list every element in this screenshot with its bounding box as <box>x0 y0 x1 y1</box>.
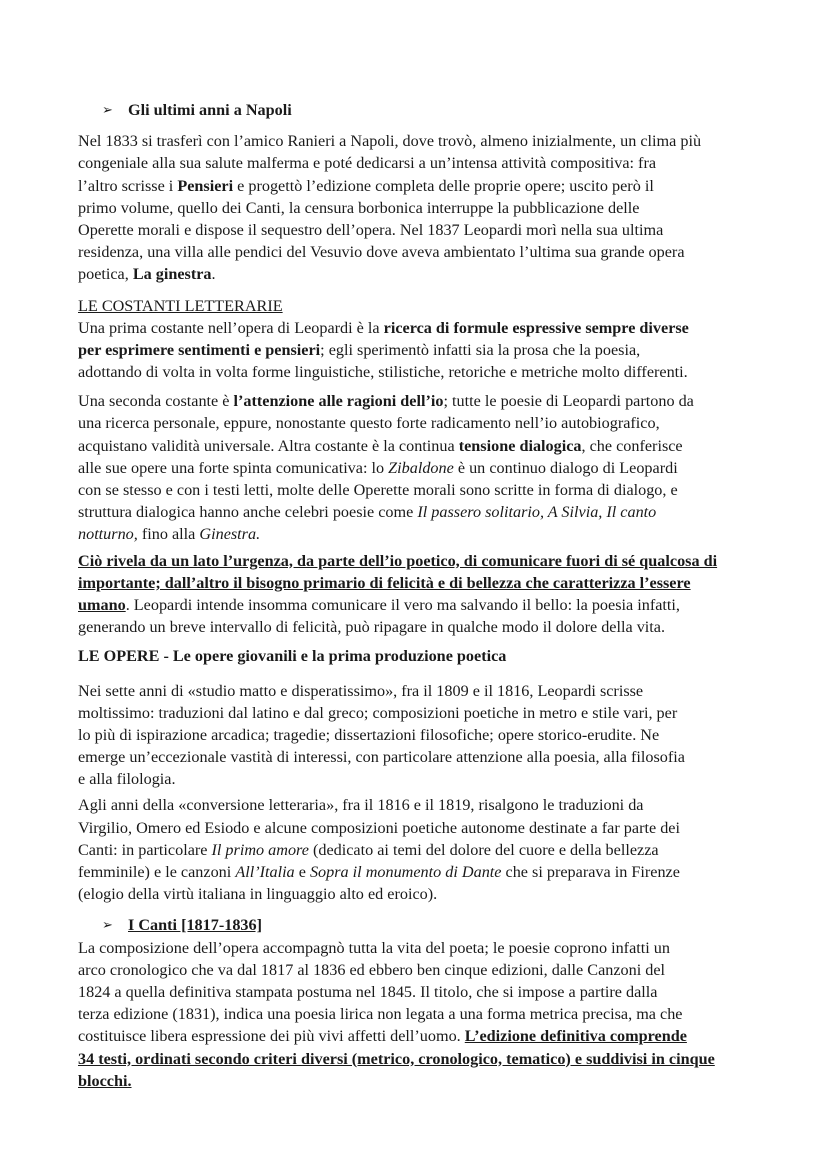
text-line <box>78 937 768 959</box>
text-segment: I Canti [1817-1836] <box>128 916 262 935</box>
text-segment: Ginestra. <box>199 525 261 544</box>
text-line <box>78 1025 768 1047</box>
text-line <box>78 457 768 479</box>
text-segment: Canti: in particolare <box>78 840 212 859</box>
text-line <box>78 861 768 883</box>
text-line <box>78 295 768 317</box>
text-segment: una ricerca personale, eppure, nonostante questo forte radicamento nell’io autobiografico, <box>78 414 660 433</box>
text-segment: per esprimere sentimenti e pensieri <box>78 340 321 359</box>
text-segment: (elogio della virtù italiana in linguaggio alto ed eroico). <box>78 885 438 904</box>
text-segment: che si preparava in Firenze <box>501 863 680 881</box>
text-segment: notturno, <box>78 525 138 544</box>
text-segment: congeniale alla sua salute malferma e poté dedicarsi a un’intensa attività compositiva: fra <box>78 154 657 173</box>
text-line <box>78 241 768 263</box>
text-line <box>78 817 768 839</box>
text-line <box>78 263 768 285</box>
text-line <box>78 702 768 724</box>
text-segment: Una seconda costante è <box>78 392 234 411</box>
text-line <box>78 479 768 501</box>
text-segment: Sopra il monumento di Dante <box>309 863 502 881</box>
text-line <box>78 130 768 152</box>
text-segment: residenza, una villa alle pendici del Vesuvio dove aveva ambientato l’ultima sua grande opera <box>78 243 685 262</box>
text-line <box>78 1070 768 1092</box>
text-segment: (dedicato ai temi del dolore del cuore e della bellezza <box>308 840 659 859</box>
text-segment: 1824 a quella definitiva stampata postuma nel 1845. Il titolo, che si impose a partire dalla <box>78 982 658 1001</box>
text-line <box>78 152 768 174</box>
paragraph-conversione <box>78 794 768 905</box>
text-segment: umano <box>78 595 126 614</box>
text-segment: fino alla <box>137 525 200 544</box>
text-line <box>78 594 768 616</box>
text-line <box>78 572 768 594</box>
text-segment: con se stesso e con i testi letti, molte delle Operette morali sono scritte in forma di dialogo, e <box>78 481 678 499</box>
text-line <box>78 550 768 572</box>
text-segment: arco cronologico che va dal 1817 al 1836 ed ebbero ben cinque edizioni, dalle Canzoni del <box>78 960 666 979</box>
heading-ultimi-anni <box>78 99 818 121</box>
text-line <box>78 680 768 702</box>
text-line <box>78 523 768 545</box>
text-segment: terza edizione (1831), indica una poesia lirica non legata a una forma metrica precisa, ma che <box>78 1005 683 1024</box>
text-segment: e progettò l’edizione completa delle proprie opere; uscito però il <box>233 176 654 195</box>
text-segment: Una prima costante nell’opera di Leopardi è la <box>78 318 384 337</box>
text-segment: primo volume, quello dei Canti, la censura borbonica interruppe la pubblicazione delle <box>78 198 640 217</box>
text-segment: emerge un’eccezionale vastità di interessi, con particolare attenzione alla poesia, alla filosofia <box>78 748 685 767</box>
text-line <box>78 839 768 861</box>
text-line <box>78 501 768 523</box>
text-segment: Agli anni della «conversione letteraria», fra il 1816 e il 1819, risalgono le traduzioni da <box>78 796 644 815</box>
paragraph-seconda-costante <box>78 390 768 545</box>
text-segment: poetica, <box>78 265 133 284</box>
text-segment: lo più di ispirazione arcadica; tragedie; dissertazioni filosofiche; opere storico-erudite. Ne <box>78 725 660 744</box>
text-line <box>78 197 768 219</box>
text-line <box>78 412 768 434</box>
text-segment: costituisce libera espressione dei più vivi affetti dell’uomo. <box>78 1027 465 1046</box>
text-segment: è un continuo dialogo di Leopardi <box>453 458 678 477</box>
text-line <box>78 435 768 457</box>
paragraph-napoli <box>78 130 768 285</box>
text-segment: alle sue opere una forte spinta comunicativa: lo <box>78 458 389 477</box>
bullet-arrow-icon: ➢ <box>102 102 113 117</box>
text-line <box>78 1003 768 1025</box>
heading-le-opere <box>78 645 768 667</box>
paragraph-canti <box>78 937 768 1092</box>
text-segment: Nei sette anni di «studio matto e disperatissimo», fra il 1809 e il 1816, Leopardi scrisse <box>78 681 644 700</box>
text-segment: ricerca di formule espressive sempre diverse <box>383 318 689 337</box>
text-segment: . Leopardi intende insomma comunicare il vero ma salvando il bello: la poesia infatti, <box>125 595 680 614</box>
text-segment: femminile) e le canzoni <box>78 863 236 881</box>
text-segment: La ginestra <box>132 265 212 284</box>
text-segment: Il primo amore <box>211 840 309 859</box>
text-segment: 34 testi, ordinati secondo criteri diversi (metrico, cronologico, tematico) e suddivisi in cinque <box>78 1049 715 1068</box>
text-line <box>78 339 768 361</box>
text-line <box>78 645 768 667</box>
heading-canti <box>78 914 818 936</box>
text-segment: blocchi. <box>78 1071 132 1090</box>
text-segment: Pensieri <box>177 176 234 195</box>
text-line <box>78 219 768 241</box>
text-segment: importante; dall’altro il bisogno primario di felicità e di bellezza che caratterizza l’essere <box>78 573 691 592</box>
text-line <box>78 390 768 412</box>
text-segment: l’attenzione alle ragioni dell’io <box>233 392 444 411</box>
text-segment: , che conferisce <box>581 436 683 455</box>
text-segment: e alla filologia. <box>78 770 176 789</box>
text-line <box>78 794 768 816</box>
text-line <box>78 981 768 1003</box>
text-segment: ; egli sperimentò infatti sia la prosa che la poesia, <box>320 340 641 359</box>
text-line <box>78 883 768 905</box>
text-line <box>78 768 768 790</box>
text-segment: L’edizione definitiva comprende <box>464 1027 687 1046</box>
text-segment: acquistano validità universale. Altra costante è la continua <box>78 436 459 455</box>
text-segment: Operette morali e dispose il sequestro dell’opera. Nel 1837 Leopardi morì nella sua ultima <box>78 220 664 239</box>
text-segment: All’Italia <box>235 863 295 881</box>
text-line <box>78 616 768 638</box>
document-page <box>78 99 778 1092</box>
text-line <box>78 1048 768 1070</box>
text-segment: struttura dialogica hanno anche celebri poesie come <box>78 503 418 522</box>
text-line <box>78 724 768 746</box>
text-segment: La composizione dell’opera accompagnò tutta la vita del poeta; le poesie coprono infatti un <box>78 938 670 957</box>
text-line <box>78 361 768 383</box>
text-segment: Gli ultimi anni a Napoli <box>128 101 292 119</box>
text-segment: Zibaldone <box>388 458 454 477</box>
text-segment: ; tutte le poesie di Leopardi partono da <box>443 392 694 411</box>
text-segment: LE OPERE - Le opere giovanili e la prima produzione poetica <box>78 647 507 666</box>
text-segment: . <box>211 265 216 284</box>
text-segment: Nel 1833 si trasferì con l’amico Ranieri a Napoli, dove trovò, almeno inizialmente, un clima più <box>78 132 702 151</box>
text-segment: Il passero solitario, A Silvia, Il canto <box>417 503 657 522</box>
text-segment: tensione dialogica <box>458 436 582 455</box>
text-segment: l’altro scrisse i <box>78 176 178 195</box>
paragraph-urgenza <box>78 550 768 639</box>
text-line <box>102 99 818 121</box>
paragraph-sette-anni <box>78 680 768 791</box>
text-line <box>78 746 768 768</box>
text-line <box>102 914 818 936</box>
text-line <box>78 317 768 339</box>
text-segment: LE COSTANTI LETTERARIE <box>78 296 283 315</box>
text-segment: adottando di volta in volta forme linguistiche, stilistiche, retoriche e metriche molto differenti. <box>78 363 688 382</box>
text-segment: Ciò rivela da un lato l’urgenza, da parte dell’io poetico, di comunicare fuori di sé qualcosa di <box>78 551 718 570</box>
text-segment: generando un breve intervallo di felicità, può ripagare in qualche modo il dolore della vita. <box>78 618 666 637</box>
text-line <box>78 175 768 197</box>
text-segment: Virgilio, Omero ed Esiodo e alcune composizioni poetiche autonome destinate a far parte dei <box>78 818 680 837</box>
text-segment: moltissimo: traduzioni dal latino e dal greco; composizioni poetiche in metro e stile vari, per <box>78 703 678 722</box>
bullet-arrow-icon: ➢ <box>102 917 113 933</box>
text-line <box>78 959 768 981</box>
text-segment: e <box>294 863 310 881</box>
section-costanti <box>78 295 768 384</box>
